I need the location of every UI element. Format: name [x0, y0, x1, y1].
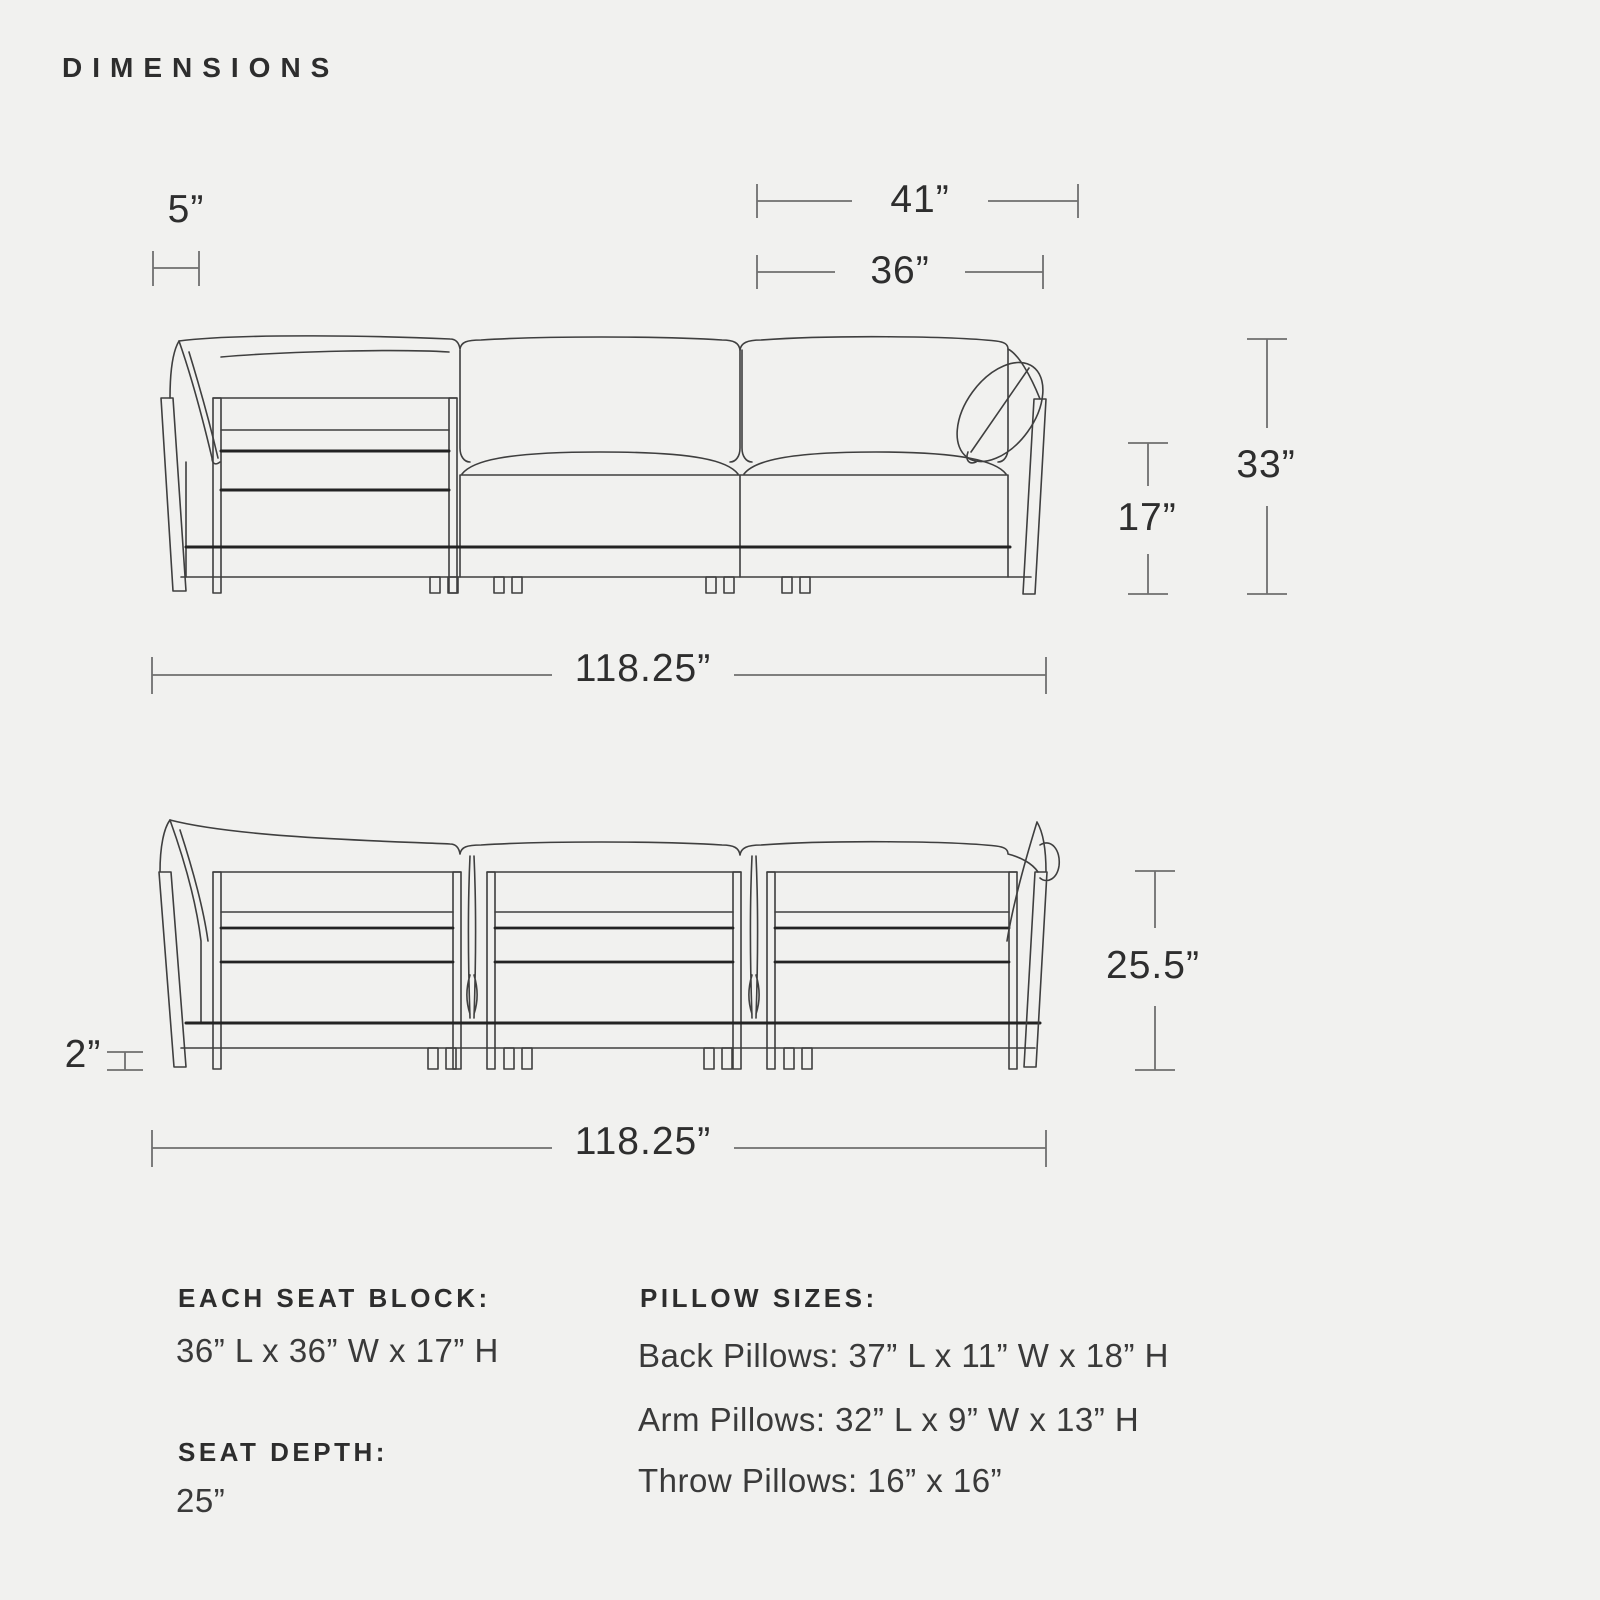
back-frame-3 — [767, 872, 1017, 1069]
dim-label-back-height: 25.5” — [1106, 944, 1200, 987]
pillow-arm-value: Arm Pillows: 32” L x 9” W x 13” H — [638, 1401, 1140, 1438]
back-frame-2 — [487, 872, 741, 1069]
back-frame-1 — [213, 872, 461, 1069]
pillow-throw-value: Throw Pillows: 16” x 16” — [638, 1462, 1003, 1499]
back-left-arm — [159, 820, 208, 1067]
dim-line-leg-height — [107, 1052, 143, 1070]
front-left-arm — [161, 398, 186, 591]
seat-block-heading: EACH SEAT BLOCK: — [178, 1283, 491, 1313]
front-right-arm — [1023, 399, 1046, 594]
dim-label-overall-width-front: 118.25” — [574, 647, 712, 690]
front-frame-rails — [213, 351, 457, 430]
pillow-back-value: Back Pillows: 37” L x 11” W x 18” H — [638, 1337, 1169, 1374]
front-back-silhouette — [179, 336, 1040, 399]
front-legs — [430, 577, 810, 593]
front-back-cushions — [460, 349, 1008, 462]
dim-label-seat-block-width: 36” — [870, 249, 930, 292]
front-frame-mid-rail — [221, 451, 449, 490]
dim-label-seat-height: 17” — [1117, 496, 1177, 539]
dim-label-overall-width-back: 118.25” — [574, 1120, 712, 1163]
front-view-drawing — [161, 336, 1060, 594]
dim-label-arm-width: 5” — [167, 188, 205, 231]
seat-depth-heading: SEAT DEPTH: — [178, 1437, 388, 1467]
seat-depth-value: 25” — [176, 1482, 226, 1519]
dim-line-arm-width — [153, 251, 199, 286]
dim-label-overall-height: 33” — [1236, 443, 1296, 486]
seat-block-value: 36” L x 36” W x 17” H — [176, 1332, 499, 1369]
back-legs — [428, 1048, 812, 1069]
back-right-arm — [1007, 822, 1059, 1067]
front-seat-box — [460, 475, 1008, 577]
front-seat-cushions — [462, 452, 1006, 474]
dim-label-seat-with-arm-width: 41” — [890, 178, 950, 221]
front-frame-post-right — [449, 398, 457, 593]
page-title: DIMENSIONS — [62, 52, 340, 83]
pillow-sizes-heading: PILLOW SIZES: — [640, 1283, 878, 1313]
back-view-drawing — [159, 820, 1059, 1069]
back-gap-seams — [467, 856, 759, 1018]
front-frame-post-left — [213, 398, 221, 593]
dim-label-leg-height: 2” — [64, 1033, 102, 1076]
back-silhouette — [170, 820, 1038, 872]
